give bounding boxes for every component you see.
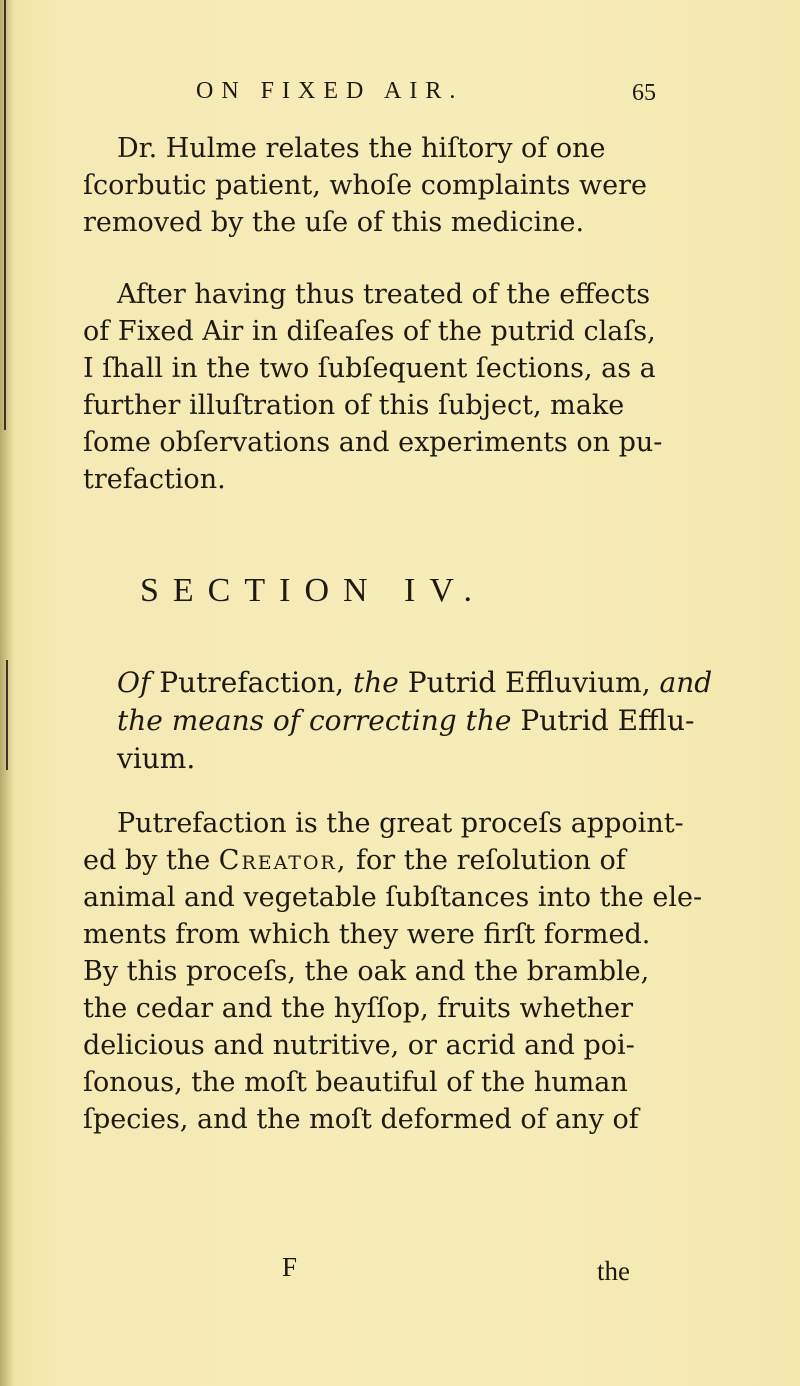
catchword: the bbox=[597, 1256, 630, 1286]
subheading-line bbox=[83, 664, 713, 702]
text-fragment: for the reſolution of bbox=[356, 845, 626, 876]
text-line: the cedar and the hyſſop, fruits whether bbox=[83, 993, 634, 1024]
text-line: further illuſtration of this ſubject, make bbox=[83, 390, 625, 421]
text-line: Putrefaction is the great proceſs appoint- bbox=[117, 808, 684, 839]
section-heading: SECTION IV. bbox=[140, 572, 487, 609]
subheading-roman-phrase: Putrid Efflu- bbox=[520, 704, 695, 737]
running-header bbox=[196, 78, 656, 118]
text-line: ſome obſervations and experiments on pu- bbox=[83, 427, 663, 458]
gutter-edge-line bbox=[4, 0, 6, 430]
text-line bbox=[83, 842, 658, 879]
page-number: 65 bbox=[632, 80, 656, 106]
text-line: I ſhall in the two ſubſequent ſections, as a bbox=[83, 353, 656, 384]
text-line: ments from which they were firſt formed. bbox=[83, 919, 651, 950]
text-line: ſpecies, and the moſt deformed of any of bbox=[83, 1104, 639, 1135]
subheading-the: the bbox=[352, 666, 399, 699]
text-line: animal and vegetable ſubſtances into the ele- bbox=[83, 882, 703, 913]
subheading-line bbox=[83, 702, 695, 740]
text-line: trefaction. bbox=[83, 464, 226, 495]
text-line: delicious and nutritive, or acrid and poi- bbox=[83, 1030, 635, 1061]
signature-mark: F bbox=[282, 1252, 298, 1282]
running-title: ON FIXED AIR. bbox=[196, 78, 464, 104]
creator-word: Creator, bbox=[218, 845, 348, 876]
paragraph-1 bbox=[83, 130, 658, 241]
paragraph-2 bbox=[83, 276, 663, 498]
section-subheading bbox=[83, 664, 713, 778]
subheading-italic-phrase: the means of correcting the bbox=[117, 704, 512, 737]
text-line: By this proceſs, the oak and the bramble, bbox=[83, 956, 650, 987]
subheading-putrid-effluvium: Putrid Effluvium, bbox=[407, 666, 651, 699]
text-line: ſcorbutic patient, whoſe complaints were bbox=[83, 170, 647, 201]
subheading-line: vium. bbox=[117, 742, 196, 775]
text-line: After having thus treated of the effects bbox=[117, 279, 651, 310]
text-line: removed by the uſe of this medicine. bbox=[83, 207, 585, 238]
subheading-putrefaction: Putrefaction, bbox=[159, 666, 345, 699]
text-line: of Fixed Air in diſeaſes of the putrid claſs, bbox=[83, 316, 656, 347]
text-line: Dr. Hulme relates the hiſtory of one bbox=[117, 133, 606, 164]
text-fragment: ed by the bbox=[83, 845, 211, 876]
gutter-edge-line bbox=[6, 660, 8, 770]
subheading-and: and bbox=[659, 666, 713, 699]
subheading-of: Of bbox=[117, 666, 151, 699]
text-line: ſonous, the moſt beautiful of the human bbox=[83, 1067, 628, 1098]
paragraph-3 bbox=[83, 805, 703, 1138]
